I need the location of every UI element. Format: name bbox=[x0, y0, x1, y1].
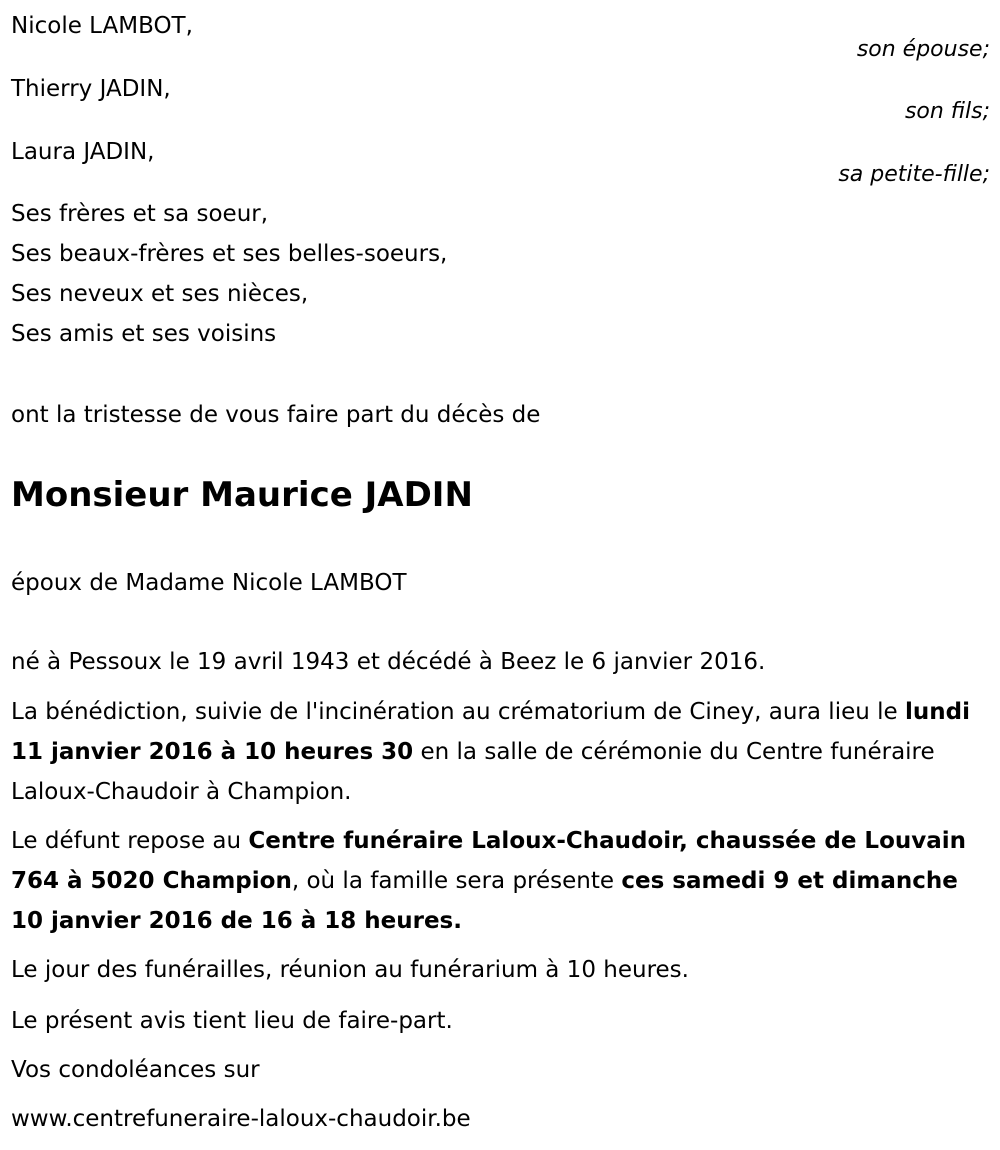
website-link[interactable]: www.centrefuneraire-laloux-chaudoir.be bbox=[11, 1106, 471, 1132]
ceremony-paragraph bbox=[11, 692, 986, 812]
family-name-2: Thierry JADIN, bbox=[11, 76, 171, 102]
relatives-line-3: Ses neveux et ses nièces, bbox=[11, 281, 309, 307]
spouse-line: époux de Madame Nicole LAMBOT bbox=[11, 570, 407, 596]
condolences-line: Vos condoléances sur bbox=[11, 1057, 260, 1083]
relatives-line-1: Ses frères et sa soeur, bbox=[11, 201, 269, 227]
repose-text-pre: Le défunt repose au bbox=[11, 828, 249, 854]
repose-paragraph bbox=[11, 821, 986, 941]
ceremony-text-post: en la salle de cérémonie du Centre funéraire Laloux-Chaudoir à Champion. bbox=[11, 739, 935, 805]
funeral-day-line: Le jour des funérailles, réunion au funérarium à 10 heures. bbox=[11, 957, 689, 983]
notice-line: Le présent avis tient lieu de faire-part. bbox=[11, 1008, 453, 1034]
family-name-1: Nicole LAMBOT, bbox=[11, 13, 193, 39]
family-name-3: Laura JADIN, bbox=[11, 139, 155, 165]
repose-text-mid: , où la famille sera présente bbox=[291, 868, 622, 894]
family-relation-1: son épouse; bbox=[856, 37, 990, 62]
family-relation-3: sa petite-fille; bbox=[838, 162, 990, 187]
relatives-line-2: Ses beaux-frères et ses belles-soeurs, bbox=[11, 241, 448, 267]
relatives-line-4: Ses amis et ses voisins bbox=[11, 321, 277, 347]
ceremony-date: lundi 11 janvier 2016 à 10 heures 30 bbox=[11, 699, 970, 765]
repose-dates: ces samedi 9 et dimanche 10 janvier 2016 de 16 à 18 heures. bbox=[11, 868, 958, 934]
family-relation-2: son fils; bbox=[904, 99, 990, 124]
ceremony-text-pre: La bénédiction, suivie de l'incinération au crématorium de Ciney, aura lieu le bbox=[11, 699, 905, 725]
birth-death-line: né à Pessoux le 19 avril 1943 et décédé à Beez le 6 janvier 2016. bbox=[11, 649, 766, 675]
intro-text: ont la tristesse de vous faire part du décès de bbox=[11, 402, 541, 428]
repose-place: Centre funéraire Laloux-Chaudoir, chaussée de Louvain 764 à 5020 Champion bbox=[11, 828, 967, 894]
deceased-name: Monsieur Maurice JADIN bbox=[11, 475, 473, 515]
